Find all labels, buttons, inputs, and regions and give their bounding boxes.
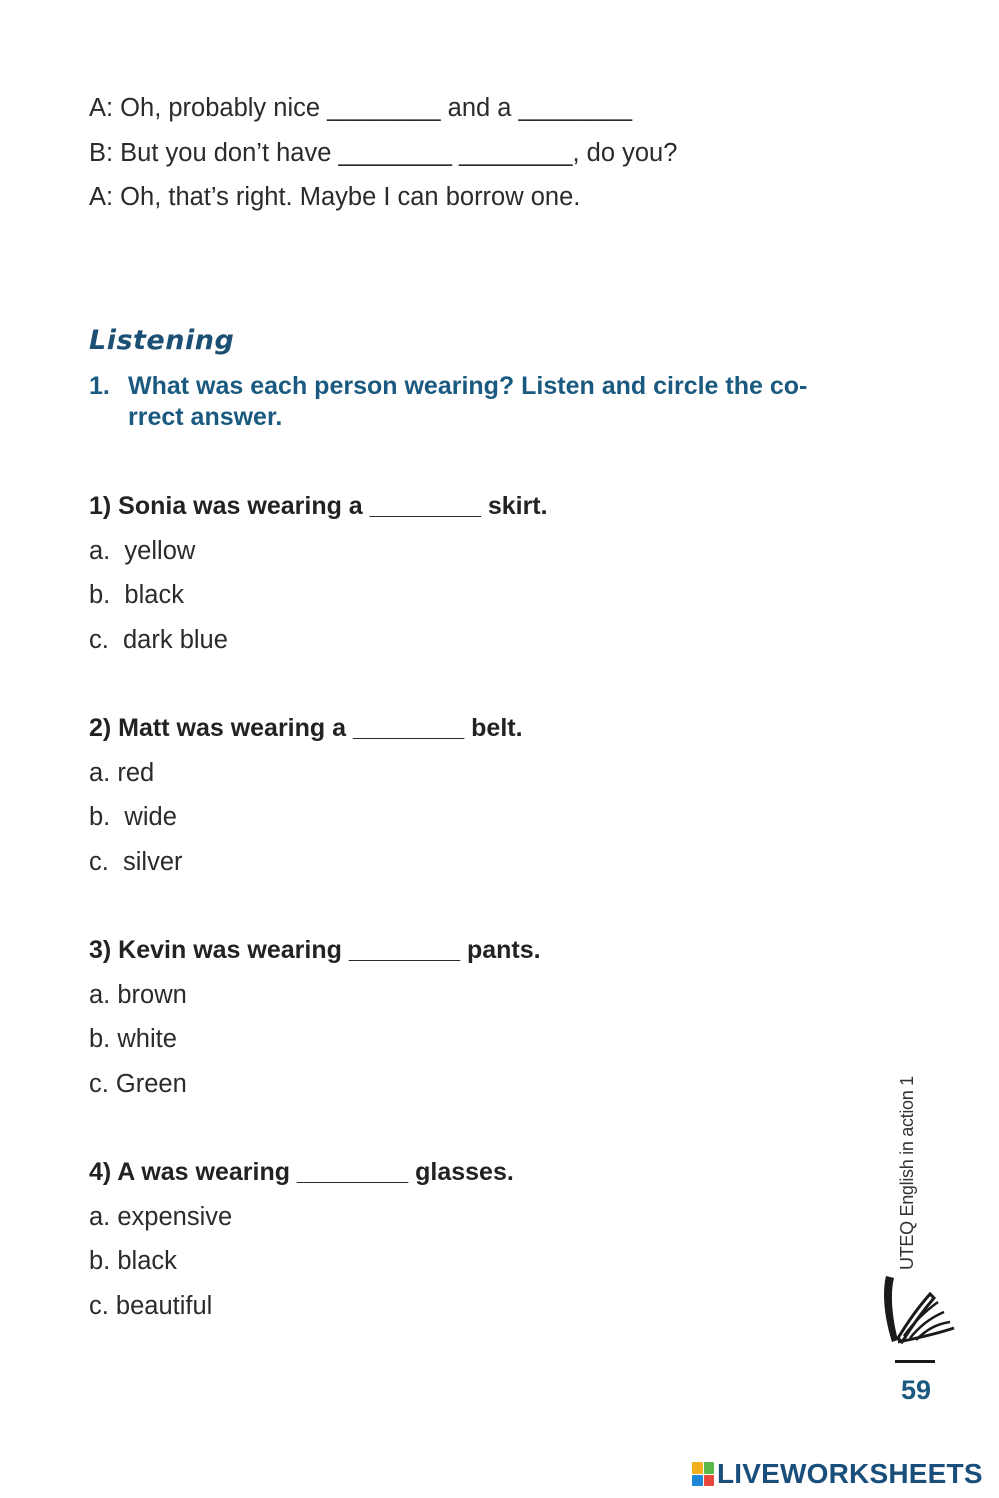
question-2-prompt: 2) Matt was wearing a ________ belt. [89, 714, 523, 742]
page-number: 59 [901, 1375, 932, 1405]
question-3-option-b[interactable]: b. white [89, 1025, 177, 1053]
grid-cell [704, 1462, 715, 1474]
question-4-option-a[interactable]: a. expensive [89, 1203, 233, 1231]
question-1-option-c[interactable]: c. dark blue [89, 626, 228, 654]
question-1-prompt: 1) Sonia was wearing a ________ skirt. [89, 492, 548, 520]
question-3-option-a[interactable]: a. brown [89, 981, 187, 1009]
dialogue-line-3: A: Oh, that’s right. Maybe I can borrow one. [89, 183, 581, 211]
question-4-option-b[interactable]: b. black [89, 1247, 177, 1275]
dialogue-line-1: A: Oh, probably nice ________ and a ________ [89, 94, 633, 122]
question-1-option-b[interactable]: b. black [89, 581, 184, 609]
liveworksheets-text: LIVEWORKSHEETS [717, 1458, 983, 1489]
question-3-option-c[interactable]: c. Green [89, 1070, 187, 1098]
question-3-prompt: 3) Kevin was wearing ________ pants. [89, 936, 541, 964]
liveworksheets-logo [692, 1460, 983, 1488]
book-title-vertical: UTEQ English in action 1 [897, 1076, 917, 1270]
open-book-icon [878, 1272, 958, 1352]
question-4-prompt: 4) A was wearing ________ glasses. [89, 1158, 514, 1186]
question-2-option-a[interactable]: a. red [89, 759, 155, 787]
question-1-option-a[interactable]: a. yellow [89, 537, 196, 565]
grid-cell [692, 1475, 703, 1487]
instruction-line-1: What was each person wearing? Listen and circle the co- [128, 372, 808, 400]
instruction-line-2: rrect answer. [128, 403, 283, 431]
footer-rule [895, 1360, 935, 1363]
question-2-option-c[interactable]: c. silver [89, 848, 183, 876]
section-title: Listening [89, 325, 235, 356]
grid-cell [692, 1462, 703, 1474]
question-2-option-b[interactable]: b. wide [89, 803, 177, 831]
question-4-option-c[interactable]: c. beautiful [89, 1292, 213, 1320]
instruction-number: 1. [89, 372, 110, 400]
instruction-text [128, 371, 888, 433]
dialogue-line-2: B: But you don’t have ________ ________, do you? [89, 139, 678, 167]
liveworksheets-grid-icon [692, 1462, 714, 1486]
grid-cell [704, 1475, 715, 1487]
